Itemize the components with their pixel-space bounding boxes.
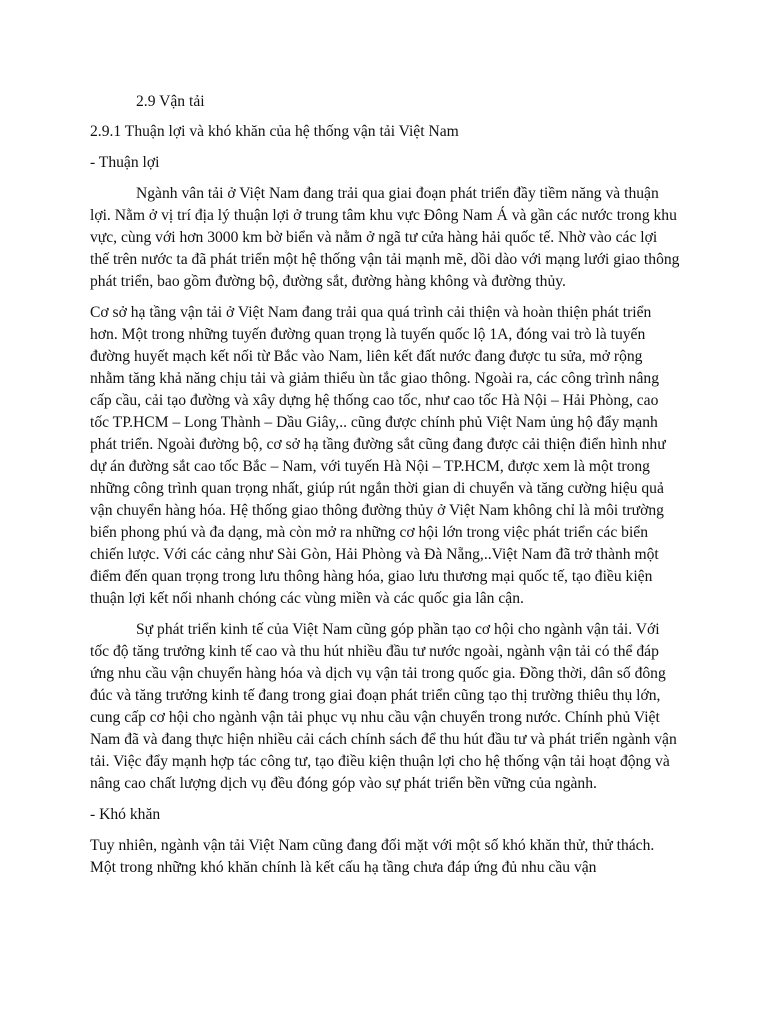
subsection-heading: 2.9.1 Thuận lợi và khó khăn của hệ thống vận tải Việt Nam — [90, 123, 459, 140]
difficulties-label: - Khó khăn — [90, 806, 161, 823]
section-heading: 2.9 Vận tải — [136, 93, 205, 110]
paragraph-economic-growth: Sự phát triển kinh tế của Việt Nam cũng góp phần tạo cơ hội cho ngành vận tải. Với tốc độ tăng trưởng kinh tế cao và thu hút nhiều đầu tư nước ngoài, ngành vận tải có thể đáp ứng nhu cầu vận chuyển hàng hóa và dịch vụ vận tải trong quốc gia. Đồng thời, dân số đông đúc và tăng trưởng kinh tế đang trong giai đoạn phát triển cũng tạo thị trường thiêu thụ lớn, cung cấp cơ hội cho ngành vận tải phục vụ nhu cầu vận chuyển trong nước. Chính phủ Việt Nam đã và đang thực hiện nhiều cải cách chính sách để thu hút đầu tư và phát triển ngành vận tải. Việc đẩy mạnh hợp tác công tư, tạo điều kiện thuận lợi cho hệ thống vận tải hoạt động và nâng cao chất lượng dịch vụ đều đóng góp vào sự phát triển bền vững của ngành. — [90, 621, 677, 792]
document-body — [90, 91, 680, 888]
paragraph-infrastructure: Cơ sở hạ tầng vận tải ở Việt Nam đang trải qua quá trình cải thiện và hoàn thiện phát triển hơn. Một trong những tuyến đường quan trọng là tuyến quốc lộ 1A, đóng vai trò là tuyến đường huyết mạch kết nối từ Bắc vào Nam, liên kết đất nước đang được tu sửa, mở rộng nhằm tăng khả năng chịu tải và giảm thiểu ùn tắc giao thông. Ngoài ra, các công trình nâng cấp cầu, cải tạo đường và xây dựng hệ thống cao tốc, như cao tốc Hà Nội – Hải Phòng, cao tốc TP.HCM – Long Thành – Dầu Giây,.. cũng được chính phủ Việt Nam ủng hộ đẩy mạnh phát triển. Ngoài đường bộ, cơ sở hạ tầng đường sắt cũng đang được cải thiện điển hình như dự án đường sắt cao tốc Bắc – Nam, với tuyến Hà Nội – TP.HCM, được xem là một trong những công trình quan trọng nhất, giúp rút ngắn thời gian di chuyển và tăng cường hiệu quả vận chuyển hàng hóa. Hệ thống giao thông đường thủy ở Việt Nam không chỉ là môi trường biển phong phú và đa dạng, mà còn mở ra những cơ hội lớn trong việc phát triển các biển chiến lược. Với các cảng như Sài Gòn, Hải Phòng và Đà Nẵng,..Việt Nam đã trở thành một điểm đến quan trọng trong lưu thông hàng hóa, giao lưu thương mại quốc tế, tạo điều kiện thuận lợi kết nối nhanh chóng các vùng miền và các quốc gia lân cận. — [90, 304, 666, 607]
paragraph-advantages-intro: Ngành vân tải ở Việt Nam đang trải qua giai đoạn phát triển đầy tiềm năng và thuận lợi. Nằm ở vị trí địa lý thuận lợi ở trung tâm khu vực Đông Nam Á và gần các nước trong khu vực, cùng với hơn 3000 km bờ biển và nằm ở ngã tư cửa hàng hải quốc tế. Nhờ vào các lợi thế trên nước ta đã phát triển một hệ thống vận tải mạnh mẽ, dồi dào với mạng lưới giao thông phát triển, bao gồm đường bộ, đường sắt, đường hàng không và đường thủy. — [90, 185, 680, 290]
paragraph-difficulties: Tuy nhiên, ngành vận tải Việt Nam cũng đang đối mặt với một số khó khăn thử, thử thách. Một trong những khó khăn chính là kết cấu hạ tầng chưa đáp ứng đủ nhu cầu vận — [90, 837, 655, 876]
advantages-label: - Thuận lợi — [90, 154, 160, 171]
